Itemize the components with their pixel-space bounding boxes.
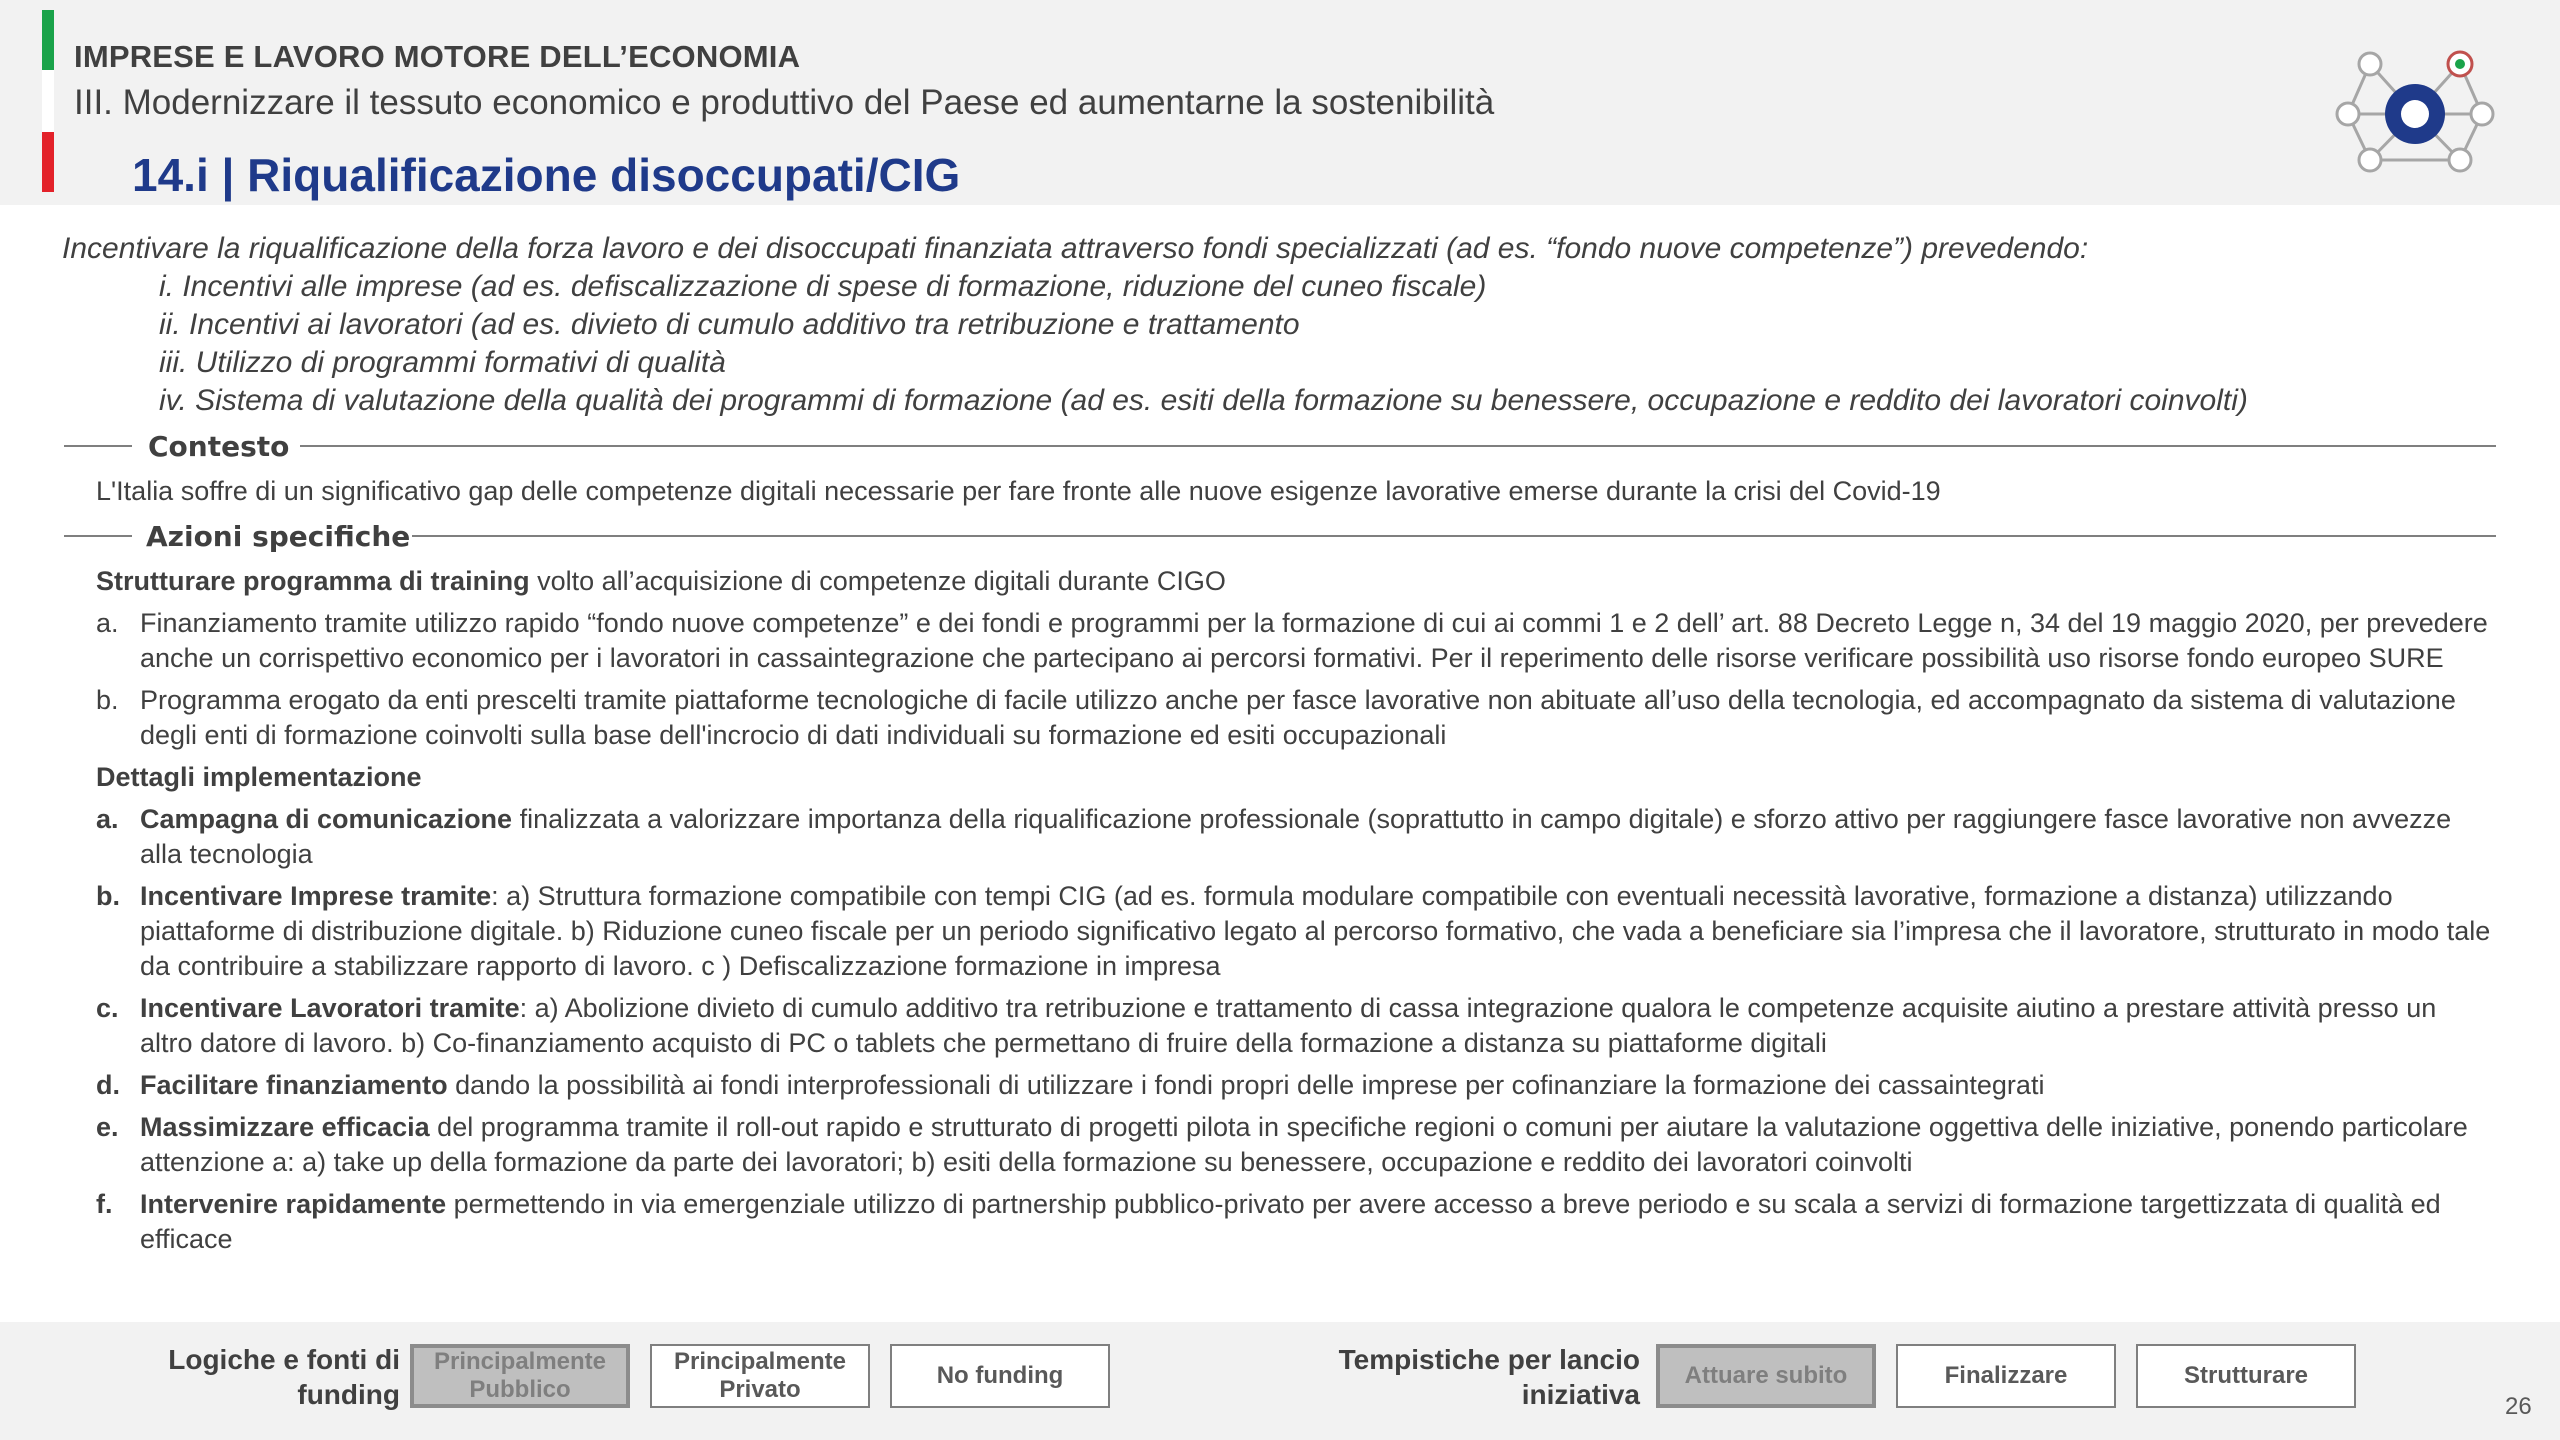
list-text-rest: permettendo in via emergenziale utilizzo di partnership pubblico-privato per avere accesso a breve periodo e su scala a servizi di formazione targettizzata di qualità ed efficace bbox=[140, 1189, 2441, 1254]
list-text-bold: Incentivare Imprese tramite bbox=[140, 881, 492, 911]
page-title: 14.i | Riqualificazione disoccupati/CIG bbox=[132, 149, 961, 201]
funding-option-no-funding[interactable] bbox=[890, 1344, 1110, 1408]
option-label-line: Pubblico bbox=[469, 1376, 571, 1403]
list-item bbox=[96, 802, 2496, 872]
list-text bbox=[140, 1068, 2496, 1103]
funding-label-line: Logiche e fonti di bbox=[168, 1344, 400, 1375]
divider-line bbox=[300, 445, 2496, 447]
list-text-bold: Incentivare Lavoratori tramite bbox=[140, 993, 520, 1023]
actions-body bbox=[96, 564, 2496, 1264]
list-marker: c. bbox=[96, 993, 119, 1023]
contesto-text: L'Italia soffre di un significativo gap delle competenze digitali necessarie per fare fronte alle nuove esigenze lavorative emerse durante la crisi del Covid-19 bbox=[96, 476, 1941, 506]
flag-green-stripe bbox=[42, 10, 54, 70]
italian-flag-bar bbox=[42, 10, 54, 192]
list-item bbox=[96, 1068, 2496, 1103]
flag-white-stripe bbox=[42, 70, 54, 132]
list-text bbox=[140, 1187, 2496, 1257]
training-heading-rest: volto all’acquisizione di competenze digitali durante CIGO bbox=[529, 566, 1226, 596]
dettagli-heading: Dettagli implementazione bbox=[96, 762, 422, 792]
list-text-rest: del programma tramite il roll-out rapido e strutturato di progetti pilota in specifiche regioni o comuni per aiutare la valutazione oggettiva delle iniziative, ponendo particolare attenzione a: a) take up della formazione da parte dei lavoratori; b) esiti della formazione su benessere, occupazione e reddito dei lavoratori coinvolti bbox=[140, 1112, 2468, 1177]
timing-label-line: Tempistiche per lancio bbox=[1338, 1344, 1640, 1375]
page-number: 26 bbox=[2505, 1393, 2532, 1420]
list-text bbox=[140, 879, 2496, 984]
list-text-rest: : a) Abolizione divieto di cumulo additivo tra retribuzione e trattamento di cassa integrazione qualora le competenze acquisite aiutino a prestare attività presso un altro datore di lavoro. b) Co-finanziamento acquisto di PC o tablets che permettano di fruire della formazione a distanza su piattaforme digitali bbox=[140, 993, 2437, 1058]
subsection-title: III. Modernizzare il tessuto economico e produttivo del Paese ed aumentarne la sostenibilità bbox=[74, 83, 1495, 122]
section-title: IMPRESE E LAVORO MOTORE DELL’ECONOMIA bbox=[74, 39, 801, 74]
timing-option-strutturare[interactable] bbox=[2136, 1344, 2356, 1408]
list-text-rest: finalizzata a valorizzare importanza della riqualificazione professionale (soprattutto in campo digitale) e sforzo attivo per raggiungere fasce lavorative non avvezze alla tecnologia bbox=[140, 804, 2452, 869]
intro-item: iv. Sistema di valutazione della qualità dei programmi di formazione (ad es. esiti della formazione su benessere, occupazione e reddito dei lavoratori coinvolti) bbox=[159, 384, 2248, 417]
option-label-line: Principalmente bbox=[433, 1348, 607, 1375]
list-text-bold: Massimizzare efficacia bbox=[140, 1112, 430, 1142]
option-label: Attuare subito bbox=[1684, 1362, 1848, 1389]
network-logo-icon bbox=[2330, 42, 2500, 184]
list-text-bold: Intervenire rapidamente bbox=[140, 1189, 447, 1219]
option-label-line: Privato bbox=[719, 1376, 801, 1403]
option-label: Strutturare bbox=[2183, 1362, 2309, 1389]
list-text bbox=[140, 991, 2496, 1061]
funding-option-privato[interactable] bbox=[650, 1344, 870, 1408]
training-heading-bold: Strutturare programma di training bbox=[96, 566, 530, 596]
list-item bbox=[96, 1187, 2496, 1257]
list-item bbox=[96, 683, 2496, 753]
list-text bbox=[140, 802, 2496, 872]
list-marker: a. bbox=[96, 608, 119, 638]
list-marker: d. bbox=[96, 1070, 120, 1100]
divider-line bbox=[412, 535, 2496, 537]
timing-option-attuare-subito[interactable] bbox=[1656, 1344, 1876, 1408]
list-text-rest: : a) Struttura formazione compatibile con tempi CIG (ad es. formula modulare compatibile con eventuali necessità lavorative, formazione a distanza) utilizzando piattaforme di distribuzione digitale. b) Riduzione cuneo fiscale per un periodo significativo legato al percorso formativo, che vada a beneficiare sia l’impresa che il lavoratore, strutturato in modo tale da contribuire a stabilizzare rapporto di lavoro. c ) Defiscalizzazione formazione in impresa bbox=[140, 881, 2491, 981]
contesto-divider bbox=[64, 430, 2496, 463]
intro-item: ii. Incentivi ai lavoratori (ad es. divieto di cumulo additivo tra retribuzione e trattamento bbox=[159, 308, 1300, 341]
funding-option-pubblico[interactable] bbox=[410, 1344, 630, 1408]
azioni-label: Azioni specifiche bbox=[146, 520, 411, 553]
list-item bbox=[96, 879, 2496, 984]
list-marker: b. bbox=[96, 685, 119, 715]
divider-line bbox=[64, 445, 132, 447]
list-marker: b. bbox=[96, 881, 120, 911]
timing-label-line: iniziativa bbox=[1521, 1379, 1640, 1410]
option-label: Finalizzare bbox=[1944, 1362, 2068, 1389]
list-text-bold: Facilitare finanziamento bbox=[140, 1070, 448, 1100]
intro-item: i. Incentivi alle imprese (ad es. defiscalizzazione di spese di formazione, riduzione del cuneo fiscale) bbox=[159, 270, 1487, 303]
funding-label-line: funding bbox=[297, 1379, 400, 1410]
list-item bbox=[96, 991, 2496, 1061]
list-text-bold: Campagna di comunicazione bbox=[140, 804, 513, 834]
list-text: Programma erogato da enti prescelti tramite piattaforme tecnologiche di facile utilizzo anche per fasce lavorative non abituate all’uso della tecnologia, ed accompagnato da sistema di valutazione degli enti di formazione coinvolti sulla base dell'incrocio di dati individuali su formazione ed esiti occupazionali bbox=[140, 685, 2456, 750]
option-label: No funding bbox=[936, 1362, 1064, 1389]
intro-item: iii. Utilizzo di programmi formativi di qualità bbox=[159, 346, 726, 379]
list-text bbox=[140, 1110, 2496, 1180]
list-item bbox=[96, 1110, 2496, 1180]
intro-lead: Incentivare la riqualificazione della forza lavoro e dei disoccupati finanziata attraverso fondi specializzati (ad es. “fondo nuove competenze”) prevedendo: bbox=[62, 232, 2089, 265]
list-marker: f. bbox=[96, 1189, 113, 1219]
list-marker: a. bbox=[96, 804, 119, 834]
funding-label bbox=[120, 1342, 400, 1412]
list-item bbox=[96, 606, 2496, 676]
flag-red-stripe bbox=[42, 132, 54, 192]
timing-option-finalizzare[interactable] bbox=[1896, 1344, 2116, 1408]
contesto-label: Contesto bbox=[148, 430, 290, 463]
list-marker: e. bbox=[96, 1112, 119, 1142]
azioni-divider bbox=[64, 520, 2496, 553]
timing-label bbox=[1250, 1342, 1640, 1412]
list-text: Finanziamento tramite utilizzo rapido “fondo nuove competenze” e dei fondi e programmi per la formazione di cui ai commi 1 e 2 dell’ art. 88 Decreto Legge n, 34 del 19 maggio 2020, per prevedere anche un corrispettivo economico per i lavoratori in cassaintegrazione che partecipano ai percorsi formativi. Per il reperimento delle risorse verificare possibilità uso risorse fondo europeo SURE bbox=[140, 608, 2488, 673]
slide-header bbox=[0, 0, 2560, 205]
training-heading bbox=[96, 564, 2496, 599]
intro-block bbox=[62, 230, 2522, 420]
divider-line bbox=[64, 535, 132, 537]
option-label-line: Principalmente bbox=[673, 1348, 847, 1375]
list-text-rest: dando la possibilità ai fondi interprofessionali di utilizzare i fondi propri delle imprese per cofinanziare la formazione dei cassaintegrati bbox=[447, 1070, 2045, 1100]
